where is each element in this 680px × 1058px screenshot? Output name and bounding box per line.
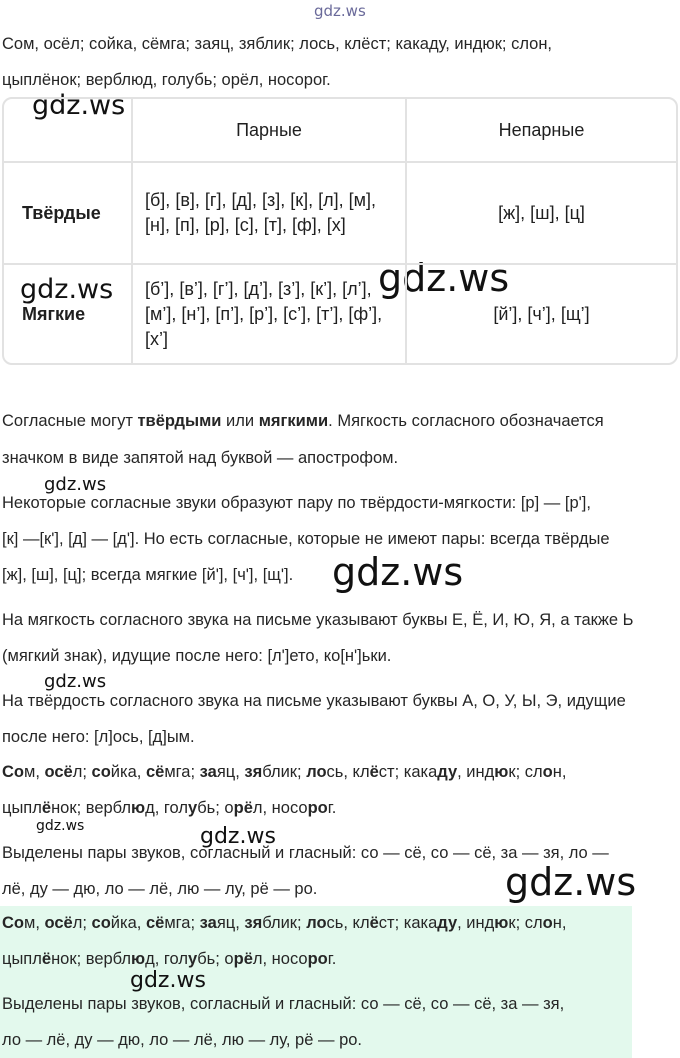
theory-p4-line-1: На твёрдость согласного звука на письме указывают буквы А, О, У, Ы, Э, идущие (2, 692, 626, 710)
highlighted-syllable: зя (244, 914, 263, 932)
highlighted-syllable: сё (145, 914, 165, 932)
highlighted-syllable: ду (437, 763, 458, 781)
highlighted-syllable: ё (41, 950, 52, 968)
highlighted-syllable: ло (306, 763, 327, 781)
text-fragment: м, (24, 914, 45, 932)
answer-words-line-2 (2, 799, 336, 818)
text-fragment: сь, кл (326, 914, 370, 932)
text-fragment: д, гол (145, 950, 189, 968)
highlighted-syllable: осё (44, 914, 73, 932)
text-fragment: нок; вербл (51, 799, 132, 817)
table-corner (4, 99, 133, 163)
text: . Мягкость согласного обозначается (328, 412, 604, 430)
text: Согласные могут (2, 412, 138, 430)
text-fragment: йка, (110, 914, 146, 932)
watermark: gdz.ws (378, 256, 510, 300)
highlighted-syllable: ро (307, 950, 328, 968)
text-fragment: л; (72, 914, 92, 932)
theory-p4-line-2: после него: [л]ось, [д]ым. (2, 728, 195, 746)
theory-p2-line-3: [ж], [ш], [ц]; всегда мягкие [й'], [ч'], [щ']. (2, 566, 294, 584)
highlighted-syllable: ю (494, 763, 509, 781)
text-fragment: блик; (262, 763, 307, 781)
theory-p3-line-2: (мягкий знак), идущие после него: [л']ето, ко[н']ьки. (2, 647, 392, 665)
highlighted-syllable: со (91, 763, 111, 781)
highlighted-syllable: ё (369, 763, 379, 781)
text-fragment: г. (327, 799, 337, 817)
highlighted-syllable: сё (145, 763, 165, 781)
text-fragment: бь; (197, 799, 225, 817)
consonant-table (2, 97, 678, 365)
text-fragment: к; сл (508, 914, 543, 932)
highlighted-words-line-1 (2, 914, 566, 933)
highlighted-pairs-line-2: ло — лё, ду — дю, ло — лё, лю — лу, рё — ро. (2, 1031, 363, 1049)
watermark: gdz.ws (314, 2, 366, 20)
watermark: gdz.ws (332, 550, 464, 594)
answer-pairs-line-1: Выделены пары звуков, согласный и гласный: со — сё, со — сё, за — зя, ло — (2, 844, 609, 862)
term-soft: мягкими (258, 412, 329, 430)
text-fragment: ст; (378, 914, 404, 932)
highlighted-words-line-2 (2, 950, 336, 969)
row-header-hard: Твёрдые (4, 163, 133, 265)
highlighted-syllable: ю (131, 950, 146, 968)
text-fragment: ст; (378, 763, 404, 781)
highlighted-pairs-line-1: Выделены пары звуков, согласный и гласный: со — сё, со — сё, за — зя, (2, 995, 565, 1013)
text-fragment: кака (403, 914, 438, 932)
highlighted-syllable: за (199, 914, 217, 932)
theory-p1-line-2: значком в виде запятой над буквой — апострофом. (2, 449, 399, 467)
text-fragment: н, (552, 763, 567, 781)
highlighted-syllable: ро (307, 799, 328, 817)
highlighted-syllable: ду (437, 914, 458, 932)
watermark: gdz.ws (44, 474, 107, 495)
highlighted-syllable: зя (244, 763, 263, 781)
hard-unpaired-cell: [ж], [ш], [ц] (407, 163, 676, 265)
text-fragment: мга; (164, 914, 200, 932)
highlighted-syllable: ё (41, 799, 52, 817)
highlighted-syllable: о (542, 914, 553, 932)
watermark: gdz.ws (130, 968, 206, 993)
text-fragment: о (224, 950, 234, 968)
text-fragment: л, носо (252, 799, 308, 817)
text-fragment: яц, (216, 763, 245, 781)
watermark: gdz.ws (32, 90, 126, 121)
soft-paired-cell: [б’], [в’], [г’], [д’], [з’], [к’], [л’], [м’], [н’], [п’], [р’], [с’], [т’], [ф’], [х’] (133, 265, 407, 363)
highlighted-syllable: ло (306, 914, 327, 932)
intro-line-2: цыплёнок; верблюд, голубь; орёл, носорог. (2, 71, 331, 89)
highlighted-syllable: ю (494, 914, 509, 932)
theory-p3-line-1: На мягкость согласного звука на письме указывают буквы Е, Ё, И, Ю, Я, а также Ь (2, 611, 634, 629)
text-fragment: г. (327, 950, 337, 968)
column-header-unpaired: Непарные (407, 99, 676, 163)
text-fragment: цыпл (2, 799, 42, 817)
highlighted-syllable: Со (2, 914, 24, 932)
text-fragment: л, носо (252, 950, 308, 968)
text-fragment: м, (24, 763, 45, 781)
row-header-soft: Мягкие (4, 265, 133, 363)
text-fragment: н, (552, 914, 567, 932)
text-fragment: , инд (457, 763, 495, 781)
theory-p2-line-2: [к] —[к'], [д] — [д']. Но есть согласные, которые не имеют пары: всегда твёрдые (2, 530, 610, 548)
highlighted-syllable: у (188, 799, 198, 817)
highlighted-syllable: со (91, 914, 111, 932)
watermark: gdz.ws (36, 818, 85, 834)
highlighted-syllable: Со (2, 763, 24, 781)
answer-words-line-1 (2, 763, 566, 782)
theory-p1-line-1 (2, 412, 604, 431)
answer-pairs-line-2: лё, ду — дю, ло — лё, лю — лу, рё — ро. (2, 880, 318, 898)
text-fragment: кака (403, 763, 438, 781)
text-fragment: л; (72, 763, 92, 781)
text-fragment: яц, (216, 914, 245, 932)
highlighted-syllable: осё (44, 763, 73, 781)
text-fragment: блик; (262, 914, 307, 932)
intro-line-1: Сом, осёл; сойка, сёмга; заяц, зяблик; лось, клёст; какаду, индюк; слон, (2, 35, 553, 53)
text-fragment: нок; вербл (51, 950, 132, 968)
watermark: gdz.ws (20, 274, 114, 305)
watermark: gdz.ws (505, 860, 637, 904)
highlighted-syllable: рё (233, 799, 253, 817)
text: или (221, 412, 259, 430)
text-fragment: мга; (164, 763, 200, 781)
text-fragment: к; сл (508, 763, 543, 781)
text-fragment: сь, кл (326, 763, 370, 781)
text-fragment: , инд (457, 914, 495, 932)
text-fragment: йка, (110, 763, 146, 781)
text-fragment: о (224, 799, 234, 817)
text-fragment: бь; (197, 950, 225, 968)
highlighted-syllable: рё (233, 950, 253, 968)
highlighted-syllable: ё (369, 914, 379, 932)
highlighted-syllable: о (542, 763, 553, 781)
hard-paired-cell: [б], [в], [г], [д], [з], [к], [л], [м], [н], [п], [р], [с], [т], [ф], [х] (133, 163, 407, 265)
theory-p2-line-1: Некоторые согласные звуки образуют пару по твёрдости-мягкости: [р] — [р'], (2, 494, 591, 512)
text-fragment: д, гол (145, 799, 189, 817)
highlighted-syllable: за (199, 763, 217, 781)
column-header-paired: Парные (133, 99, 407, 163)
text-fragment: цыпл (2, 950, 42, 968)
soft-unpaired-cell: [й’], [ч’], [щ’] (493, 303, 590, 324)
highlighted-syllable: у (188, 950, 198, 968)
watermark: gdz.ws (200, 824, 276, 849)
watermark: gdz.ws (44, 671, 107, 692)
highlighted-syllable: ю (131, 799, 146, 817)
term-hard: твёрдыми (137, 412, 222, 430)
